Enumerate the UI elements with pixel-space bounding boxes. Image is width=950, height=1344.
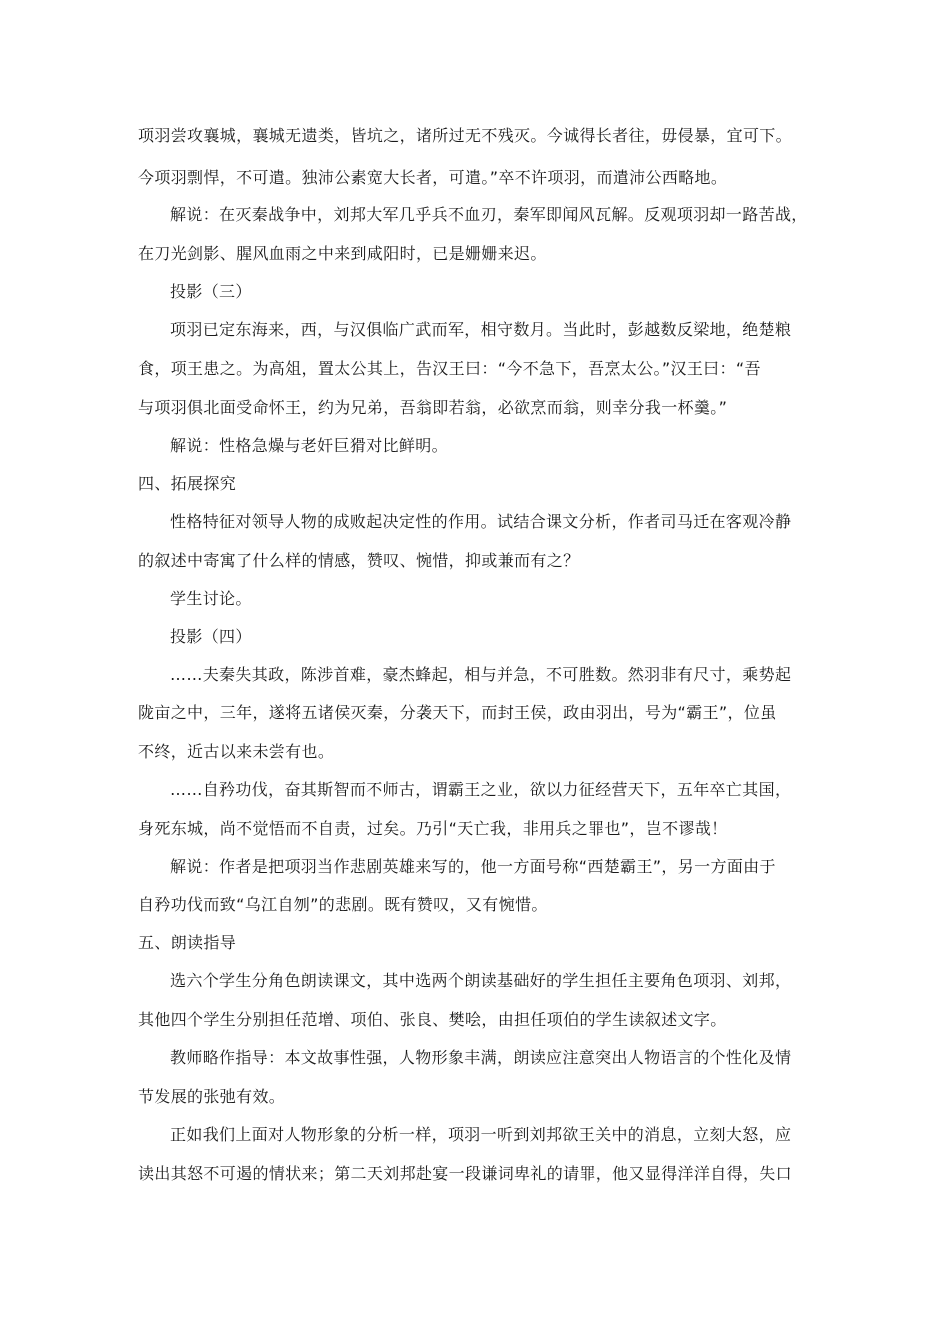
text-line: 正如我们上面对人物形象的分析一样，项羽一听到刘邦欲王关中的消息，立刻大怒，应 (170, 1125, 792, 1144)
text-line: 解说：作者是把项羽当作悲剧英雄来写的，他一方面号称“西楚霸王”，另一方面由于 (170, 857, 776, 876)
text-line: 自矜功伐而致“乌江自刎”的悲剧。既有赞叹，又有惋惜。 (138, 895, 548, 914)
text-line: 在刀光剑影、腥风血雨之中来到咸阳时，已是姗姗来迟。 (138, 244, 547, 263)
text-line: ……夫秦失其政，陈涉首难，豪杰蜂起，相与并急，不可胜数。然羽非有尺寸，乘势起 (170, 665, 792, 684)
text-line: 性格特征对领导人物的成败起决定性的作用。试结合课文分析，作者司马迁在客观冷静 (170, 512, 792, 531)
text-line: 选六个学生分角色朗读课文，其中选两个朗读基础好的学生担任主要角色项羽、刘邦， (170, 971, 792, 990)
text-line: 陇亩之中，三年，遂将五诸侯灭秦，分袭天下，而封王侯，政由羽出，号为“霸王”，位虽 (138, 703, 777, 722)
text-line: 读出其怒不可遏的情状来；第二天刘邦赴宴一段谦词卑礼的请罪，他又显得洋洋自得，失口 (138, 1164, 793, 1183)
text-line: 食，项王患之。为高俎，置太公其上，告汉王曰：“今不急下，吾烹太公。”汉王曰：“吾 (138, 359, 761, 378)
text-line: 的叙述中寄寓了什么样的情感，赞叹、惋惜，抑或兼而有之？ (138, 551, 580, 570)
text-line: 项羽已定东海来，西，与汉俱临广武而军，相守数月。当此时，彭越数反梁地，绝楚粮 (170, 320, 792, 339)
text-line: 不终，近古以来未尝有也。 (138, 742, 335, 761)
text-line: 其他四个学生分别担任范增、项伯、张良、樊哙，由担任项伯的学生读叙述文字。 (138, 1010, 727, 1029)
text-line: 解说：性格急燥与老奸巨猾对比鲜明。 (170, 436, 448, 455)
text-line: 节发展的张弛有效。 (138, 1087, 286, 1106)
text-line: 与项羽俱北面受命怀王，约为兄弟，吾翁即若翁，必欲烹而翁，则幸分我一杯羹。” (138, 398, 728, 417)
text-line: 解说：在灭秦战争中，刘邦大军几乎兵不血刃，秦军即闻风瓦解。反观项羽却一路苦战， (170, 205, 808, 224)
section-heading-4: 四、拓展探究 (138, 474, 237, 493)
heading-projection-3: 投影（三） (170, 282, 252, 301)
text-line: 教师略作指导：本文故事性强，人物形象丰满，朗读应注意突出人物语言的个性化及情 (170, 1048, 792, 1067)
text-line: 学生讨论。 (170, 589, 252, 608)
text-line: 项羽尝攻襄城，襄城无遗类，皆坑之，诸所过无不残灭。今诚得长者往，毋侵暴，宜可下。 (138, 126, 793, 145)
text-line: 今项羽剽悍，不可遣。独沛公素宽大长者，可遣。”卒不许项羽，而遣沛公西略地。 (138, 168, 728, 187)
heading-projection-4: 投影（四） (170, 627, 252, 646)
section-heading-5: 五、朗读指导 (138, 933, 237, 952)
text-line: 身死东城，尚不觉悟而不自责，过矣。乃引“天亡我，非用兵之罪也”，岂不谬哉！ (138, 819, 728, 838)
text-line: ……自矜功伐，奋其斯智而不师古，谓霸王之业，欲以力征经营天下，五年卒亡其国， (170, 780, 792, 799)
